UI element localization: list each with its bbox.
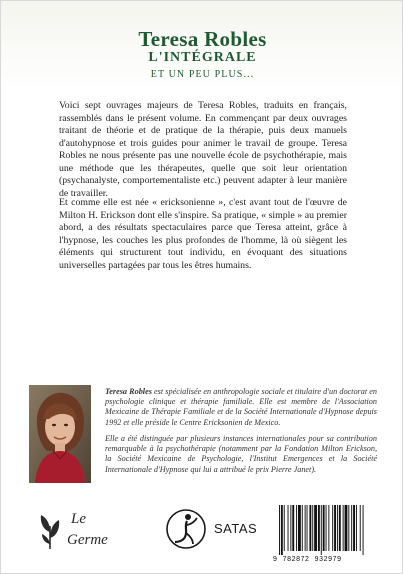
isbn-first-digit: 9 (273, 556, 278, 563)
author-bio-text: est spécialisée en anthropologie sociale et titulaire d'un doctorat en psychologie clinique et thérapie familiale. Elle est membre de l'Association Mexicaine de Thérapie Familiale et de la Société Internationale d'Hypnose depuis 1992 et elle préside le Centre Ericksonien de Mexico. (105, 387, 377, 427)
barcode-bar (309, 505, 311, 551)
distributor-name: SATAS (214, 521, 258, 536)
barcode-bar (328, 505, 329, 551)
dancer-emblem-icon (164, 506, 208, 552)
distributor-logo (164, 506, 264, 554)
barcode-bar (314, 505, 317, 551)
author-name: Teresa Robles (105, 387, 152, 396)
barcode-bar (288, 505, 289, 551)
barcode-bar (312, 505, 313, 551)
barcode-bar (281, 505, 283, 555)
barcode-bars (273, 503, 373, 555)
publisher-name-line-1: Le (71, 511, 86, 527)
blurb-paragraph-1: Voici sept ouvrages majeurs de Teresa Robles, traduits en français, rassemblés dans le présent volume. En commençant par deux ouvrages traitant de théorie et de pratique de la thérapie, puis deux manuels d'autohypnose et trois guides pour animer le travail de groupe. Teresa Robles ne nous présente pas une nouvelle école de psychothérapie, mais une méthode que les thérapeutes, quelle que soit leur orientation (psychanalyste, comportementaliste etc.) peuvent adapter à leur manière de travailler. (59, 100, 347, 199)
barcode-bar (292, 505, 294, 551)
barcode-bar (360, 505, 361, 551)
barcode-bar (307, 505, 308, 551)
barcode-bar (337, 505, 338, 551)
author-photo (29, 385, 91, 483)
barcode-bar (348, 505, 349, 551)
barcode-bar (339, 505, 341, 551)
publisher-logo (37, 508, 127, 552)
barcode-bar (353, 505, 355, 551)
author-portrait-illustration (29, 385, 91, 483)
book-subtitle: L'INTÉGRALE (148, 50, 257, 65)
barcode-bar (363, 505, 364, 555)
barcode-bar (332, 505, 333, 551)
blurb-paragraph-2: Et comme elle est née « ericksonienne », c'est avant tout de l'œuvre de Milton H. Erickson dont elle s'inspire. Sa pratique, « simple » au premier abord, a des résultats spectaculaires parce que Teresa atteint, grâce à l'hypnose, les couches les plus profondes de l'homme, là où siègent les éléments qui structurent tout individu, en évoquant des situations universelles partagées par tous les êtres humains. (59, 197, 347, 271)
sprout-icon (37, 512, 63, 550)
barcode-bar (302, 505, 303, 551)
isbn-barcode (273, 503, 373, 565)
barcode-bar (343, 505, 344, 551)
isbn-number (273, 556, 373, 563)
barcode-bar (318, 505, 320, 551)
barcode-bar (323, 505, 325, 551)
isbn-group-2: 932979 (314, 556, 342, 563)
author-bio-paragraph-1 (105, 387, 377, 428)
book-title: Teresa Robles (138, 27, 267, 51)
barcode-bar (321, 505, 322, 555)
barcode-bar (284, 505, 285, 551)
barcode-bar (296, 505, 297, 551)
publisher-name-line-2: Germe (67, 532, 108, 548)
barcode-bar (305, 505, 306, 551)
barcode-bar (279, 505, 280, 555)
isbn-group-1: 782872 (282, 556, 310, 563)
barcode-bar (345, 505, 348, 551)
book-tagline: ET UN PEU PLUS... (150, 69, 255, 80)
author-bio-paragraph-2: Elle a été distinguée par plusieurs instances internationales pour sa contribution remarquable à la psychothérapie (notamment par la Fondation Milton Erickson, la Société Mexicaine de Psychologie, l'Institut Emergences et la Société Internationale d'Hypnose qui lui a attribué le prix Pierre Janet). (105, 434, 377, 474)
barcode-bar (356, 505, 357, 551)
barcode-bar (334, 505, 336, 551)
barcode-bar (326, 505, 327, 551)
barcode-bar (351, 505, 352, 551)
barcode-bar (298, 505, 301, 551)
barcode-bar (290, 505, 291, 551)
